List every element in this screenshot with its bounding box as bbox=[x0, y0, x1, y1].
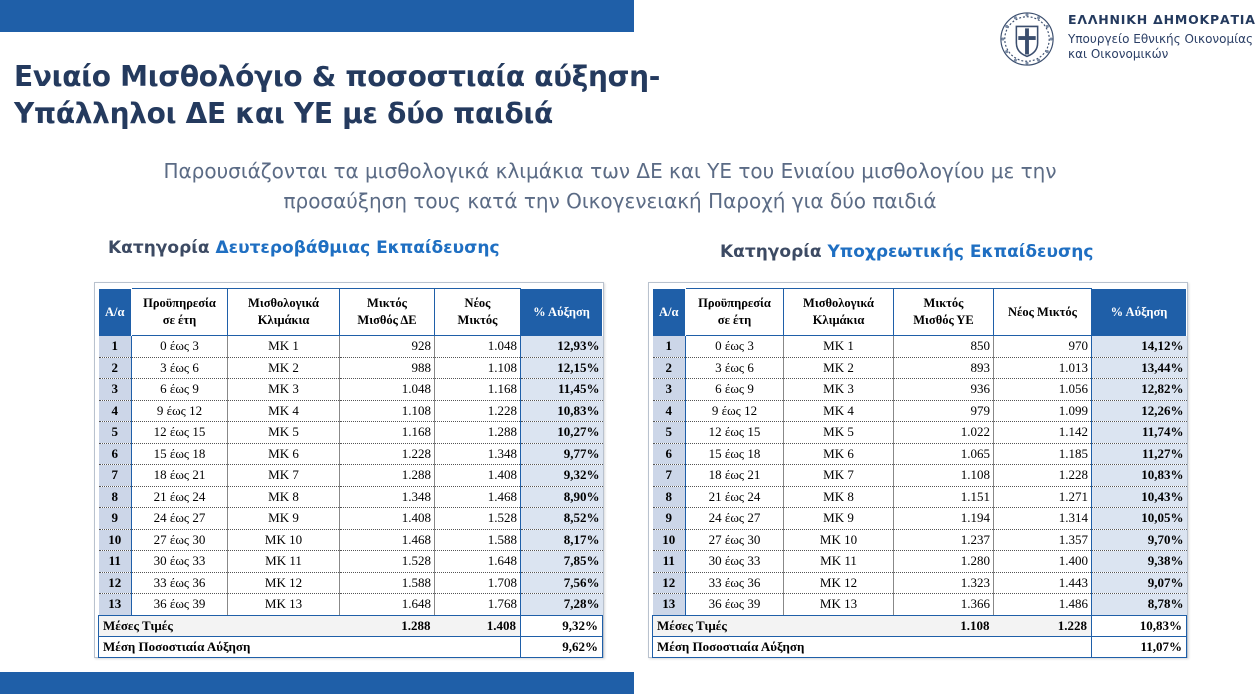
gross-salary-cell: 936 bbox=[894, 379, 994, 401]
increase-pct-cell: 8,52% bbox=[521, 508, 603, 530]
header-service-years: Προϋπηρεσία σε έτη bbox=[686, 289, 784, 336]
new-gross-cell: 1.142 bbox=[994, 422, 1092, 444]
increase-pct-cell: 10,83% bbox=[1092, 465, 1187, 487]
table-row bbox=[99, 572, 603, 594]
salary-grade-cell: ΜΚ 1 bbox=[784, 336, 894, 358]
new-gross-cell: 1.228 bbox=[435, 400, 521, 422]
new-gross-cell: 1.468 bbox=[435, 486, 521, 508]
increase-pct-cell: 9,70% bbox=[1092, 529, 1187, 551]
service-years-cell: 15 έως 18 bbox=[132, 443, 228, 465]
gross-salary-cell: 979 bbox=[894, 400, 994, 422]
table-row bbox=[99, 508, 603, 530]
header-aa: Α/α bbox=[99, 289, 132, 336]
row-number: 7 bbox=[653, 465, 686, 487]
table-row bbox=[653, 572, 1187, 594]
logo-country-name: ΕΛΛΗΝΙΚΗ ΔΗΜΟΚΡΑΤΙΑ bbox=[1068, 12, 1256, 27]
increase-pct-cell: 10,43% bbox=[1092, 486, 1187, 508]
gross-salary-cell: 1.228 bbox=[340, 443, 435, 465]
row-number: 6 bbox=[653, 443, 686, 465]
service-years-cell: 18 έως 21 bbox=[132, 465, 228, 487]
header-aa: Α/α bbox=[653, 289, 686, 336]
table-row bbox=[653, 465, 1187, 487]
salary-grade-cell: ΜΚ 6 bbox=[228, 443, 340, 465]
mean-increase-row bbox=[653, 636, 1187, 657]
increase-pct-cell: 7,28% bbox=[521, 594, 603, 616]
row-number: 6 bbox=[99, 443, 132, 465]
gross-salary-cell: 988 bbox=[340, 357, 435, 379]
increase-pct-cell: 9,32% bbox=[521, 465, 603, 487]
increase-pct-cell: 11,27% bbox=[1092, 443, 1187, 465]
table-header-row bbox=[653, 289, 1187, 336]
table-header-row bbox=[99, 289, 603, 336]
new-gross-cell: 1.108 bbox=[435, 357, 521, 379]
table-row bbox=[653, 529, 1187, 551]
service-years-cell: 30 έως 33 bbox=[132, 551, 228, 573]
gross-salary-cell: 893 bbox=[894, 357, 994, 379]
row-number: 12 bbox=[653, 572, 686, 594]
table-row bbox=[99, 486, 603, 508]
header-salary-grade: Μισθολογικά Κλιμάκια bbox=[228, 289, 340, 336]
increase-pct-cell: 9,77% bbox=[521, 443, 603, 465]
new-gross-cell: 1.185 bbox=[994, 443, 1092, 465]
mean-increase-spacer bbox=[340, 636, 521, 657]
table-row bbox=[99, 529, 603, 551]
row-number: 4 bbox=[99, 400, 132, 422]
table-row bbox=[99, 379, 603, 401]
header-gross-salary: Μικτός Μισθός ΔΕ bbox=[340, 289, 435, 336]
salary-grade-cell: ΜΚ 8 bbox=[228, 486, 340, 508]
salary-grade-cell: ΜΚ 10 bbox=[784, 529, 894, 551]
gross-salary-cell: 1.366 bbox=[894, 594, 994, 616]
service-years-cell: 9 έως 12 bbox=[132, 400, 228, 422]
increase-pct-cell: 10,83% bbox=[521, 400, 603, 422]
gross-salary-cell: 1.288 bbox=[340, 465, 435, 487]
gross-salary-cell: 1.408 bbox=[340, 508, 435, 530]
table-row bbox=[653, 379, 1187, 401]
increase-pct-cell: 12,93% bbox=[521, 336, 603, 358]
new-gross-cell: 1.408 bbox=[435, 465, 521, 487]
left-salary-table-panel bbox=[94, 282, 604, 658]
average-gross: 1.288 bbox=[340, 615, 435, 636]
row-number: 2 bbox=[653, 357, 686, 379]
logo-ministry-line2: και Οικονομικών bbox=[1068, 47, 1169, 61]
gross-salary-cell: 1.108 bbox=[340, 400, 435, 422]
new-gross-cell: 1.314 bbox=[994, 508, 1092, 530]
service-years-cell: 12 έως 15 bbox=[686, 422, 784, 444]
gross-salary-cell: 1.022 bbox=[894, 422, 994, 444]
salary-grade-cell: ΜΚ 10 bbox=[228, 529, 340, 551]
salary-grade-cell: ΜΚ 7 bbox=[228, 465, 340, 487]
salary-grade-cell: ΜΚ 13 bbox=[228, 594, 340, 616]
salary-grade-cell: ΜΚ 12 bbox=[228, 572, 340, 594]
header-service-years: Προϋπηρεσία σε έτη bbox=[132, 289, 228, 336]
row-number: 12 bbox=[99, 572, 132, 594]
salary-grade-cell: ΜΚ 6 bbox=[784, 443, 894, 465]
mean-increase-label: Μέση Ποσοστιαία Αύξηση bbox=[653, 636, 894, 657]
gross-salary-cell: 1.065 bbox=[894, 443, 994, 465]
logo-text bbox=[1068, 12, 1256, 62]
increase-pct-cell: 12,82% bbox=[1092, 379, 1187, 401]
increase-pct-cell: 14,12% bbox=[1092, 336, 1187, 358]
average-values-label: Μέσες Τιμές bbox=[653, 615, 894, 636]
row-number: 7 bbox=[99, 465, 132, 487]
table-row bbox=[99, 465, 603, 487]
mean-increase-label: Μέση Ποσοστιαία Αύξηση bbox=[99, 636, 340, 657]
table-row bbox=[653, 400, 1187, 422]
salary-grade-cell: ΜΚ 9 bbox=[784, 508, 894, 530]
header-new-gross: Νέος Μικτός bbox=[994, 289, 1092, 336]
right-category-heading bbox=[720, 242, 1093, 262]
gross-salary-cell: 928 bbox=[340, 336, 435, 358]
service-years-cell: 33 έως 36 bbox=[686, 572, 784, 594]
service-years-cell: 27 έως 30 bbox=[132, 529, 228, 551]
table-row bbox=[653, 336, 1187, 358]
increase-pct-cell: 12,15% bbox=[521, 357, 603, 379]
table-row bbox=[653, 594, 1187, 616]
salary-grade-cell: ΜΚ 11 bbox=[784, 551, 894, 573]
service-years-cell: 36 έως 39 bbox=[686, 594, 784, 616]
new-gross-cell: 1.048 bbox=[435, 336, 521, 358]
salary-grade-cell: ΜΚ 1 bbox=[228, 336, 340, 358]
table-row bbox=[99, 551, 603, 573]
new-gross-cell: 1.099 bbox=[994, 400, 1092, 422]
right-salary-table-panel bbox=[648, 282, 1188, 658]
gross-salary-cell: 1.194 bbox=[894, 508, 994, 530]
service-years-cell: 0 έως 3 bbox=[686, 336, 784, 358]
increase-pct-cell: 10,05% bbox=[1092, 508, 1187, 530]
service-years-cell: 3 έως 6 bbox=[132, 357, 228, 379]
service-years-cell: 30 έως 33 bbox=[686, 551, 784, 573]
row-number: 8 bbox=[99, 486, 132, 508]
increase-pct-cell: 8,78% bbox=[1092, 594, 1187, 616]
page-subtitle-line1: Παρουσιάζονται τα μισθολογικά κλιμάκια των ΔΕ και ΥΕ του Ενιαίου μισθολογίου με την bbox=[163, 159, 1057, 183]
gross-salary-cell: 1.528 bbox=[340, 551, 435, 573]
mean-increase-pct: 9,62% bbox=[521, 636, 603, 657]
increase-pct-cell: 7,85% bbox=[521, 551, 603, 573]
left-salary-table bbox=[98, 288, 603, 658]
new-gross-cell: 1.528 bbox=[435, 508, 521, 530]
row-number: 3 bbox=[99, 379, 132, 401]
row-number: 13 bbox=[653, 594, 686, 616]
increase-pct-cell: 9,07% bbox=[1092, 572, 1187, 594]
row-number: 11 bbox=[99, 551, 132, 573]
salary-grade-cell: ΜΚ 5 bbox=[228, 422, 340, 444]
page-subtitle-line2: προσαύξηση τους κατά την Οικογενειακή Παροχή για δύο παιδιά bbox=[283, 189, 937, 213]
salary-grade-cell: ΜΚ 3 bbox=[784, 379, 894, 401]
service-years-cell: 21 έως 24 bbox=[132, 486, 228, 508]
gross-salary-cell: 1.168 bbox=[340, 422, 435, 444]
row-number: 13 bbox=[99, 594, 132, 616]
page-title bbox=[14, 58, 694, 132]
logo-ministry-line1: Υπουργείο Εθνικής Οικονομίας bbox=[1068, 32, 1254, 46]
increase-pct-cell: 13,44% bbox=[1092, 357, 1187, 379]
service-years-cell: 6 έως 9 bbox=[132, 379, 228, 401]
row-number: 3 bbox=[653, 379, 686, 401]
new-gross-cell: 1.228 bbox=[994, 465, 1092, 487]
table-row bbox=[653, 508, 1187, 530]
salary-grade-cell: ΜΚ 9 bbox=[228, 508, 340, 530]
new-gross-cell: 1.768 bbox=[435, 594, 521, 616]
service-years-cell: 18 έως 21 bbox=[686, 465, 784, 487]
increase-pct-cell: 7,56% bbox=[521, 572, 603, 594]
table-row bbox=[653, 486, 1187, 508]
gross-salary-cell: 1.048 bbox=[340, 379, 435, 401]
header-salary-grade: Μισθολογικά Κλιμάκια bbox=[784, 289, 894, 336]
average-values-label: Μέσες Τιμές bbox=[99, 615, 340, 636]
increase-pct-cell: 11,45% bbox=[521, 379, 603, 401]
average-new-gross: 1.408 bbox=[435, 615, 521, 636]
table-row bbox=[99, 400, 603, 422]
left-category-heading bbox=[108, 238, 500, 258]
header-increase-pct: % Αύξηση bbox=[521, 289, 603, 336]
mean-increase-spacer bbox=[894, 636, 1092, 657]
increase-pct-cell: 9,38% bbox=[1092, 551, 1187, 573]
service-years-cell: 36 έως 39 bbox=[132, 594, 228, 616]
salary-grade-cell: ΜΚ 13 bbox=[784, 594, 894, 616]
average-new-gross: 1.228 bbox=[994, 615, 1092, 636]
new-gross-cell: 1.271 bbox=[994, 486, 1092, 508]
salary-grade-cell: ΜΚ 8 bbox=[784, 486, 894, 508]
table-row bbox=[99, 443, 603, 465]
left-category-name: Δευτεροβάθμιας Εκπαίδευσης bbox=[215, 238, 500, 258]
table-row bbox=[99, 336, 603, 358]
row-number: 11 bbox=[653, 551, 686, 573]
table-row bbox=[99, 422, 603, 444]
row-number: 9 bbox=[653, 508, 686, 530]
left-category-prefix: Κατηγορία bbox=[108, 238, 210, 258]
average-gross: 1.108 bbox=[894, 615, 994, 636]
bottom-accent-bar bbox=[0, 672, 634, 694]
service-years-cell: 27 έως 30 bbox=[686, 529, 784, 551]
gross-salary-cell: 1.151 bbox=[894, 486, 994, 508]
new-gross-cell: 1.588 bbox=[435, 529, 521, 551]
row-number: 1 bbox=[99, 336, 132, 358]
salary-grade-cell: ΜΚ 3 bbox=[228, 379, 340, 401]
salary-grade-cell: ΜΚ 2 bbox=[784, 357, 894, 379]
row-number: 9 bbox=[99, 508, 132, 530]
new-gross-cell: 1.056 bbox=[994, 379, 1092, 401]
gross-salary-cell: 1.237 bbox=[894, 529, 994, 551]
service-years-cell: 24 έως 27 bbox=[686, 508, 784, 530]
new-gross-cell: 1.348 bbox=[435, 443, 521, 465]
gross-salary-cell: 1.323 bbox=[894, 572, 994, 594]
table-row bbox=[653, 357, 1187, 379]
average-values-row bbox=[99, 615, 603, 636]
gross-salary-cell: 1.108 bbox=[894, 465, 994, 487]
table-row bbox=[653, 443, 1187, 465]
mean-increase-pct: 11,07% bbox=[1092, 636, 1187, 657]
top-accent-bar bbox=[0, 0, 634, 32]
page-subtitle bbox=[60, 156, 1160, 216]
increase-pct-cell: 8,17% bbox=[521, 529, 603, 551]
salary-grade-cell: ΜΚ 2 bbox=[228, 357, 340, 379]
table-row bbox=[99, 357, 603, 379]
header-gross-salary: Μικτός Μισθός ΥΕ bbox=[894, 289, 994, 336]
service-years-cell: 21 έως 24 bbox=[686, 486, 784, 508]
row-number: 10 bbox=[653, 529, 686, 551]
greek-republic-seal-icon bbox=[998, 10, 1056, 68]
increase-pct-cell: 10,27% bbox=[521, 422, 603, 444]
row-number: 5 bbox=[653, 422, 686, 444]
salary-grade-cell: ΜΚ 11 bbox=[228, 551, 340, 573]
new-gross-cell: 1.486 bbox=[994, 594, 1092, 616]
average-increase-pct: 10,83% bbox=[1092, 615, 1187, 636]
table-row bbox=[653, 422, 1187, 444]
gross-salary-cell: 1.348 bbox=[340, 486, 435, 508]
salary-grade-cell: ΜΚ 4 bbox=[228, 400, 340, 422]
salary-grade-cell: ΜΚ 12 bbox=[784, 572, 894, 594]
row-number: 10 bbox=[99, 529, 132, 551]
gross-salary-cell: 1.280 bbox=[894, 551, 994, 573]
header-increase-pct: % Αύξηση bbox=[1092, 289, 1187, 336]
row-number: 2 bbox=[99, 357, 132, 379]
service-years-cell: 6 έως 9 bbox=[686, 379, 784, 401]
page-title-line2: Υπάλληλοι ΔΕ και ΥΕ με δύο παιδιά bbox=[14, 97, 553, 130]
service-years-cell: 9 έως 12 bbox=[686, 400, 784, 422]
table-row bbox=[99, 594, 603, 616]
new-gross-cell: 1.708 bbox=[435, 572, 521, 594]
salary-grade-cell: ΜΚ 5 bbox=[784, 422, 894, 444]
row-number: 8 bbox=[653, 486, 686, 508]
increase-pct-cell: 11,74% bbox=[1092, 422, 1187, 444]
gross-salary-cell: 1.588 bbox=[340, 572, 435, 594]
row-number: 1 bbox=[653, 336, 686, 358]
row-number: 5 bbox=[99, 422, 132, 444]
new-gross-cell: 1.443 bbox=[994, 572, 1092, 594]
right-salary-table bbox=[652, 288, 1187, 658]
increase-pct-cell: 8,90% bbox=[521, 486, 603, 508]
gross-salary-cell: 1.468 bbox=[340, 529, 435, 551]
header-new-gross: Νέος Μικτός bbox=[435, 289, 521, 336]
service-years-cell: 3 έως 6 bbox=[686, 357, 784, 379]
new-gross-cell: 1.013 bbox=[994, 357, 1092, 379]
right-category-name: Υποχρεωτικής Εκπαίδευσης bbox=[827, 242, 1094, 262]
service-years-cell: 15 έως 18 bbox=[686, 443, 784, 465]
new-gross-cell: 1.357 bbox=[994, 529, 1092, 551]
ministry-logo bbox=[998, 10, 1260, 70]
service-years-cell: 33 έως 36 bbox=[132, 572, 228, 594]
increase-pct-cell: 12,26% bbox=[1092, 400, 1187, 422]
new-gross-cell: 1.288 bbox=[435, 422, 521, 444]
page-title-line1: Ενιαίο Μισθολόγιο & ποσοστιαία αύξηση- bbox=[14, 60, 661, 93]
new-gross-cell: 1.168 bbox=[435, 379, 521, 401]
service-years-cell: 0 έως 3 bbox=[132, 336, 228, 358]
average-values-row bbox=[653, 615, 1187, 636]
salary-grade-cell: ΜΚ 7 bbox=[784, 465, 894, 487]
new-gross-cell: 970 bbox=[994, 336, 1092, 358]
row-number: 4 bbox=[653, 400, 686, 422]
average-increase-pct: 9,32% bbox=[521, 615, 603, 636]
salary-grade-cell: ΜΚ 4 bbox=[784, 400, 894, 422]
service-years-cell: 24 έως 27 bbox=[132, 508, 228, 530]
table-row bbox=[653, 551, 1187, 573]
new-gross-cell: 1.400 bbox=[994, 551, 1092, 573]
gross-salary-cell: 1.648 bbox=[340, 594, 435, 616]
gross-salary-cell: 850 bbox=[894, 336, 994, 358]
mean-increase-row bbox=[99, 636, 603, 657]
new-gross-cell: 1.648 bbox=[435, 551, 521, 573]
service-years-cell: 12 έως 15 bbox=[132, 422, 228, 444]
right-category-prefix: Κατηγορία bbox=[720, 242, 822, 262]
